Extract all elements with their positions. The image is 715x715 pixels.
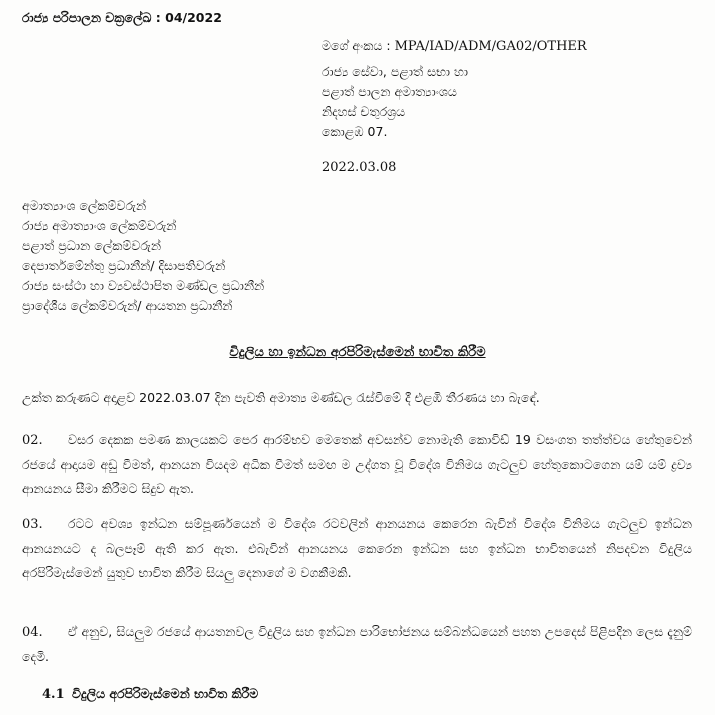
intro-paragraph: උක්ත කරුණට අදාළව 2022.03.07 දින පැවති අමාත්‍ය මණ්ඩල රැස්වීමේ දී එළඹි තීරණය හා බැඳේ. xyxy=(22,390,540,405)
paragraph-04 xyxy=(22,620,692,669)
recipient-5: රාජ්‍ය සංස්ථා හා ව්‍යවස්ථාපිත මණ්ඩල ප්‍රධානීන් xyxy=(22,278,265,293)
paragraph-number: 02. xyxy=(22,433,43,448)
reference-number: MPA/IAD/ADM/GA02/OTHER xyxy=(394,39,587,54)
sender-address-line-4: කොළඹ 07. xyxy=(322,124,388,139)
paragraph-02 xyxy=(22,428,692,501)
paragraph-text: වසර දෙකක පමණ කාලයකට පෙර ආරම්භව මෙතෙක් අවසන්ව නොමැති කොවිඩ් 19 වසංගත තත්ත්වය හේතුවෙන් රජයේ ආදායම අඩු වීමත්, ආනයන වියදම අධික වීමත් සමඟ ම උද්ගත වූ විදේශ විනිමය ගැටලුව හේතුකොටගෙන යම් යම් ද්‍රව්‍ය ආනයනය සීමා කිරීමට සිදුව ඇත. xyxy=(22,432,692,496)
subject-heading: විදුලිය හා ඉන්ධන අරපිරිමැස්මෙන් භාවිත කිරීම xyxy=(229,345,486,360)
letter-date: 2022.03.08 xyxy=(322,160,397,175)
section-title: විදුලිය අරපිරිමැස්මෙන් භාවිත කිරීම xyxy=(72,686,259,701)
section-number: 4.1 xyxy=(42,687,65,702)
paragraph-text: ඒ අනුව, සියලුම රජයේ ආයතනවල විදුලිය සහ ඉන්ධන පාරිභෝජනය සම්බන්ධයෙන් පහත උපදෙස් පිළිපදින ලෙස දැනුම් දෙමි. xyxy=(22,624,692,664)
recipient-1: අමාත්‍යාංශ ලේකම්වරුන් xyxy=(22,198,147,213)
paragraph-text: රටට අවශ්‍ය ඉන්ධන සම්පූර්ණයෙන් ම විදේශ රටවලින් ආනයනය කෙරෙන බැවින් විදේශ විනිමය ගැටලුව ඉන්ධන ආනයනයට ද බලපෑම් ඇති කර ඇත. එබැවින් ආනයනය කෙරෙන ඉන්ධන සහ ඉන්ධන භාවිතයෙන් නිපදවන විදුලිය අරපිරිමැස්මෙන් යුතුව භාවිත කිරීම සියලු දෙනාගේ ම වගකීමකි. xyxy=(22,516,692,580)
sender-address-line-2: පළාත් පාලන අමාත්‍යාංශය xyxy=(322,84,457,99)
section-heading xyxy=(42,686,258,703)
circular-number: රාජ්‍ය පරිපාලන චක්‍රලේඛ : 04/2022 xyxy=(22,10,222,25)
paragraph-03 xyxy=(22,512,692,585)
paragraph-number: 04. xyxy=(22,625,43,640)
recipient-6: ප්‍රාදේශීය ලේකම්වරුන්/ ආයතන ප්‍රධානීන් xyxy=(22,298,233,313)
recipient-3: පළාත් ප්‍රධාන ලේකම්වරුන් xyxy=(22,238,161,253)
paragraph-number: 03. xyxy=(22,517,43,532)
reference-line xyxy=(322,38,587,55)
recipient-4: දෙපාර්තමේන්තු ප්‍රධානීන්/ දිසාපතිවරුන් xyxy=(22,258,226,273)
sender-address-line-1: රාජ්‍ය සේවා, පළාත් සභා හා xyxy=(322,64,468,79)
reference-label: මගේ අංකය : xyxy=(322,38,395,53)
sender-address-line-3: නිදහස් චතුරශ්‍රය xyxy=(322,104,406,119)
recipient-2: රාජ්‍ය අමාත්‍යාංශ ලේකම්වරුන් xyxy=(22,218,177,233)
